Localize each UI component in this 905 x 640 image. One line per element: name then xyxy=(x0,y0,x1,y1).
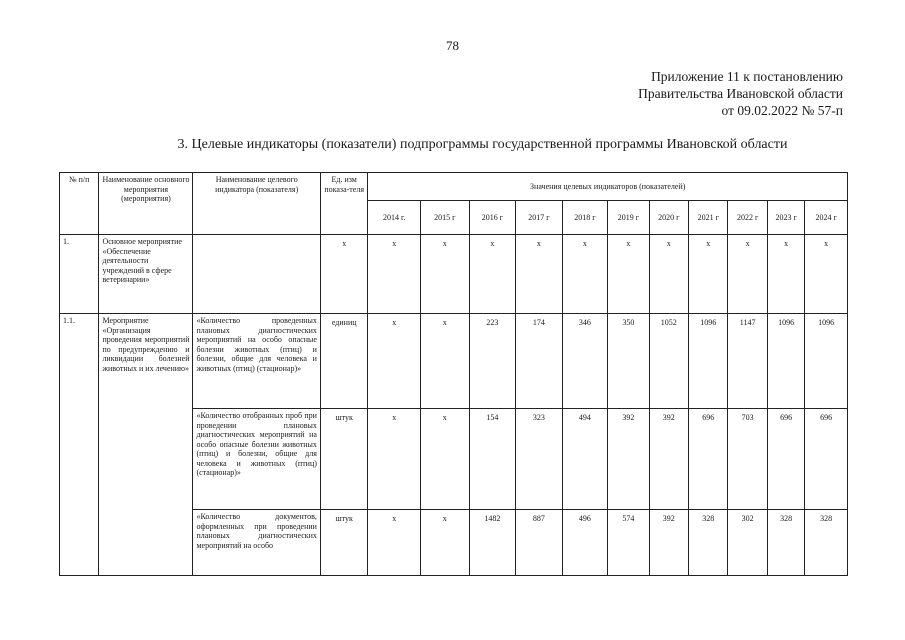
row-activity: Основное мероприятие «Обеспечение деятельности учреждений в сфере ветеринарии» xyxy=(99,235,193,314)
value-cell: х xyxy=(767,235,804,314)
value-cell: х xyxy=(649,235,688,314)
page-number: 78 xyxy=(446,38,459,53)
value-cell: 1482 xyxy=(469,510,516,576)
value-cell: х xyxy=(689,235,728,314)
value-cell: х xyxy=(728,235,767,314)
value-cell: х xyxy=(421,409,470,510)
appendix-block xyxy=(638,68,843,119)
value-cell: 1052 xyxy=(649,314,688,409)
row-indicator xyxy=(193,235,320,314)
row-activity: Мероприятие «Организация проведения мероприятий по предупреждению и ликвидации болезней животных и их лечению» xyxy=(99,314,193,576)
value-cell: х xyxy=(516,235,563,314)
value-cell: 1096 xyxy=(805,314,848,409)
value-cell: 392 xyxy=(608,409,649,510)
value-cell: 154 xyxy=(469,409,516,510)
year-header: 2014 г. xyxy=(368,201,421,235)
value-cell: 1147 xyxy=(728,314,767,409)
value-cell: х xyxy=(368,510,421,576)
value-cell: х xyxy=(805,235,848,314)
row-num: 1.1. xyxy=(60,314,99,576)
row-num: 1. xyxy=(60,235,99,314)
value-cell: 392 xyxy=(649,510,688,576)
year-header: 2023 г xyxy=(767,201,804,235)
value-cell: 703 xyxy=(728,409,767,510)
indicators-table xyxy=(59,172,848,576)
year-header: 2018 г xyxy=(562,201,608,235)
value-cell: 1096 xyxy=(767,314,804,409)
table-row xyxy=(60,235,848,314)
value-cell: 174 xyxy=(516,314,563,409)
table-row xyxy=(60,314,848,409)
value-cell: 328 xyxy=(805,510,848,576)
value-cell: 350 xyxy=(608,314,649,409)
appendix-line-1: Приложение 11 к постановлению xyxy=(651,69,843,84)
header-unit: Ед. изм показа-теля xyxy=(320,173,368,235)
value-cell: 494 xyxy=(562,409,608,510)
appendix-line-2: Правительства Ивановской области xyxy=(638,86,843,101)
value-cell: х xyxy=(469,235,516,314)
value-cell: х xyxy=(608,235,649,314)
value-cell: х xyxy=(368,409,421,510)
appendix-line-3: от 09.02.2022 № 57-п xyxy=(721,103,843,118)
year-header: 2020 г xyxy=(649,201,688,235)
year-header: 2021 г xyxy=(689,201,728,235)
value-cell: 696 xyxy=(689,409,728,510)
value-cell: 887 xyxy=(516,510,563,576)
year-header: 2022 г xyxy=(728,201,767,235)
value-cell: 223 xyxy=(469,314,516,409)
value-cell: х xyxy=(368,235,421,314)
value-cell: 328 xyxy=(767,510,804,576)
value-cell: 696 xyxy=(805,409,848,510)
year-header: 2016 г xyxy=(469,201,516,235)
year-header: 2015 г xyxy=(421,201,470,235)
value-cell: х xyxy=(368,314,421,409)
value-cell: 346 xyxy=(562,314,608,409)
value-cell: 392 xyxy=(649,409,688,510)
row-indicator: «Количество документов, оформленных при проведении плановых диагностических мероприятий на особо xyxy=(193,510,320,576)
value-cell: х xyxy=(562,235,608,314)
row-unit: штук xyxy=(320,510,368,576)
value-cell: 328 xyxy=(689,510,728,576)
header-indicator: Наименование целевого индикатора (показателя) xyxy=(193,173,320,235)
year-header: 2024 г xyxy=(805,201,848,235)
value-cell: х xyxy=(421,510,470,576)
row-unit: единиц xyxy=(320,314,368,409)
value-cell: 696 xyxy=(767,409,804,510)
header-activity: Наименование основного мероприятия (мероприятия) xyxy=(99,173,193,235)
value-cell: 574 xyxy=(608,510,649,576)
header-values: Значения целевых индикаторов (показателей) xyxy=(368,173,848,201)
value-cell: 323 xyxy=(516,409,563,510)
row-indicator: «Количество проведенных плановых диагностических мероприятий на особо опасные болезни животных (птиц) и болезни, общие для человека и животных (птиц) (стационар)» xyxy=(193,314,320,409)
row-indicator: «Количество отобранных проб при проведении плановых диагностических мероприятий на особо опасные болезни животных (птиц) и болезни, общие для человека и животных (птиц) (стационар)» xyxy=(193,409,320,510)
row-unit: х xyxy=(320,235,368,314)
value-cell: х xyxy=(421,235,470,314)
row-unit: штук xyxy=(320,409,368,510)
value-cell: х xyxy=(421,314,470,409)
header-num: № п/п xyxy=(60,173,99,235)
year-header: 2019 г xyxy=(608,201,649,235)
year-header: 2017 г xyxy=(516,201,563,235)
value-cell: 302 xyxy=(728,510,767,576)
page-title: 3. Целевые индикаторы (показатели) подпрограммы государственной программы Ивановской области xyxy=(177,137,788,152)
value-cell: 496 xyxy=(562,510,608,576)
value-cell: 1096 xyxy=(689,314,728,409)
